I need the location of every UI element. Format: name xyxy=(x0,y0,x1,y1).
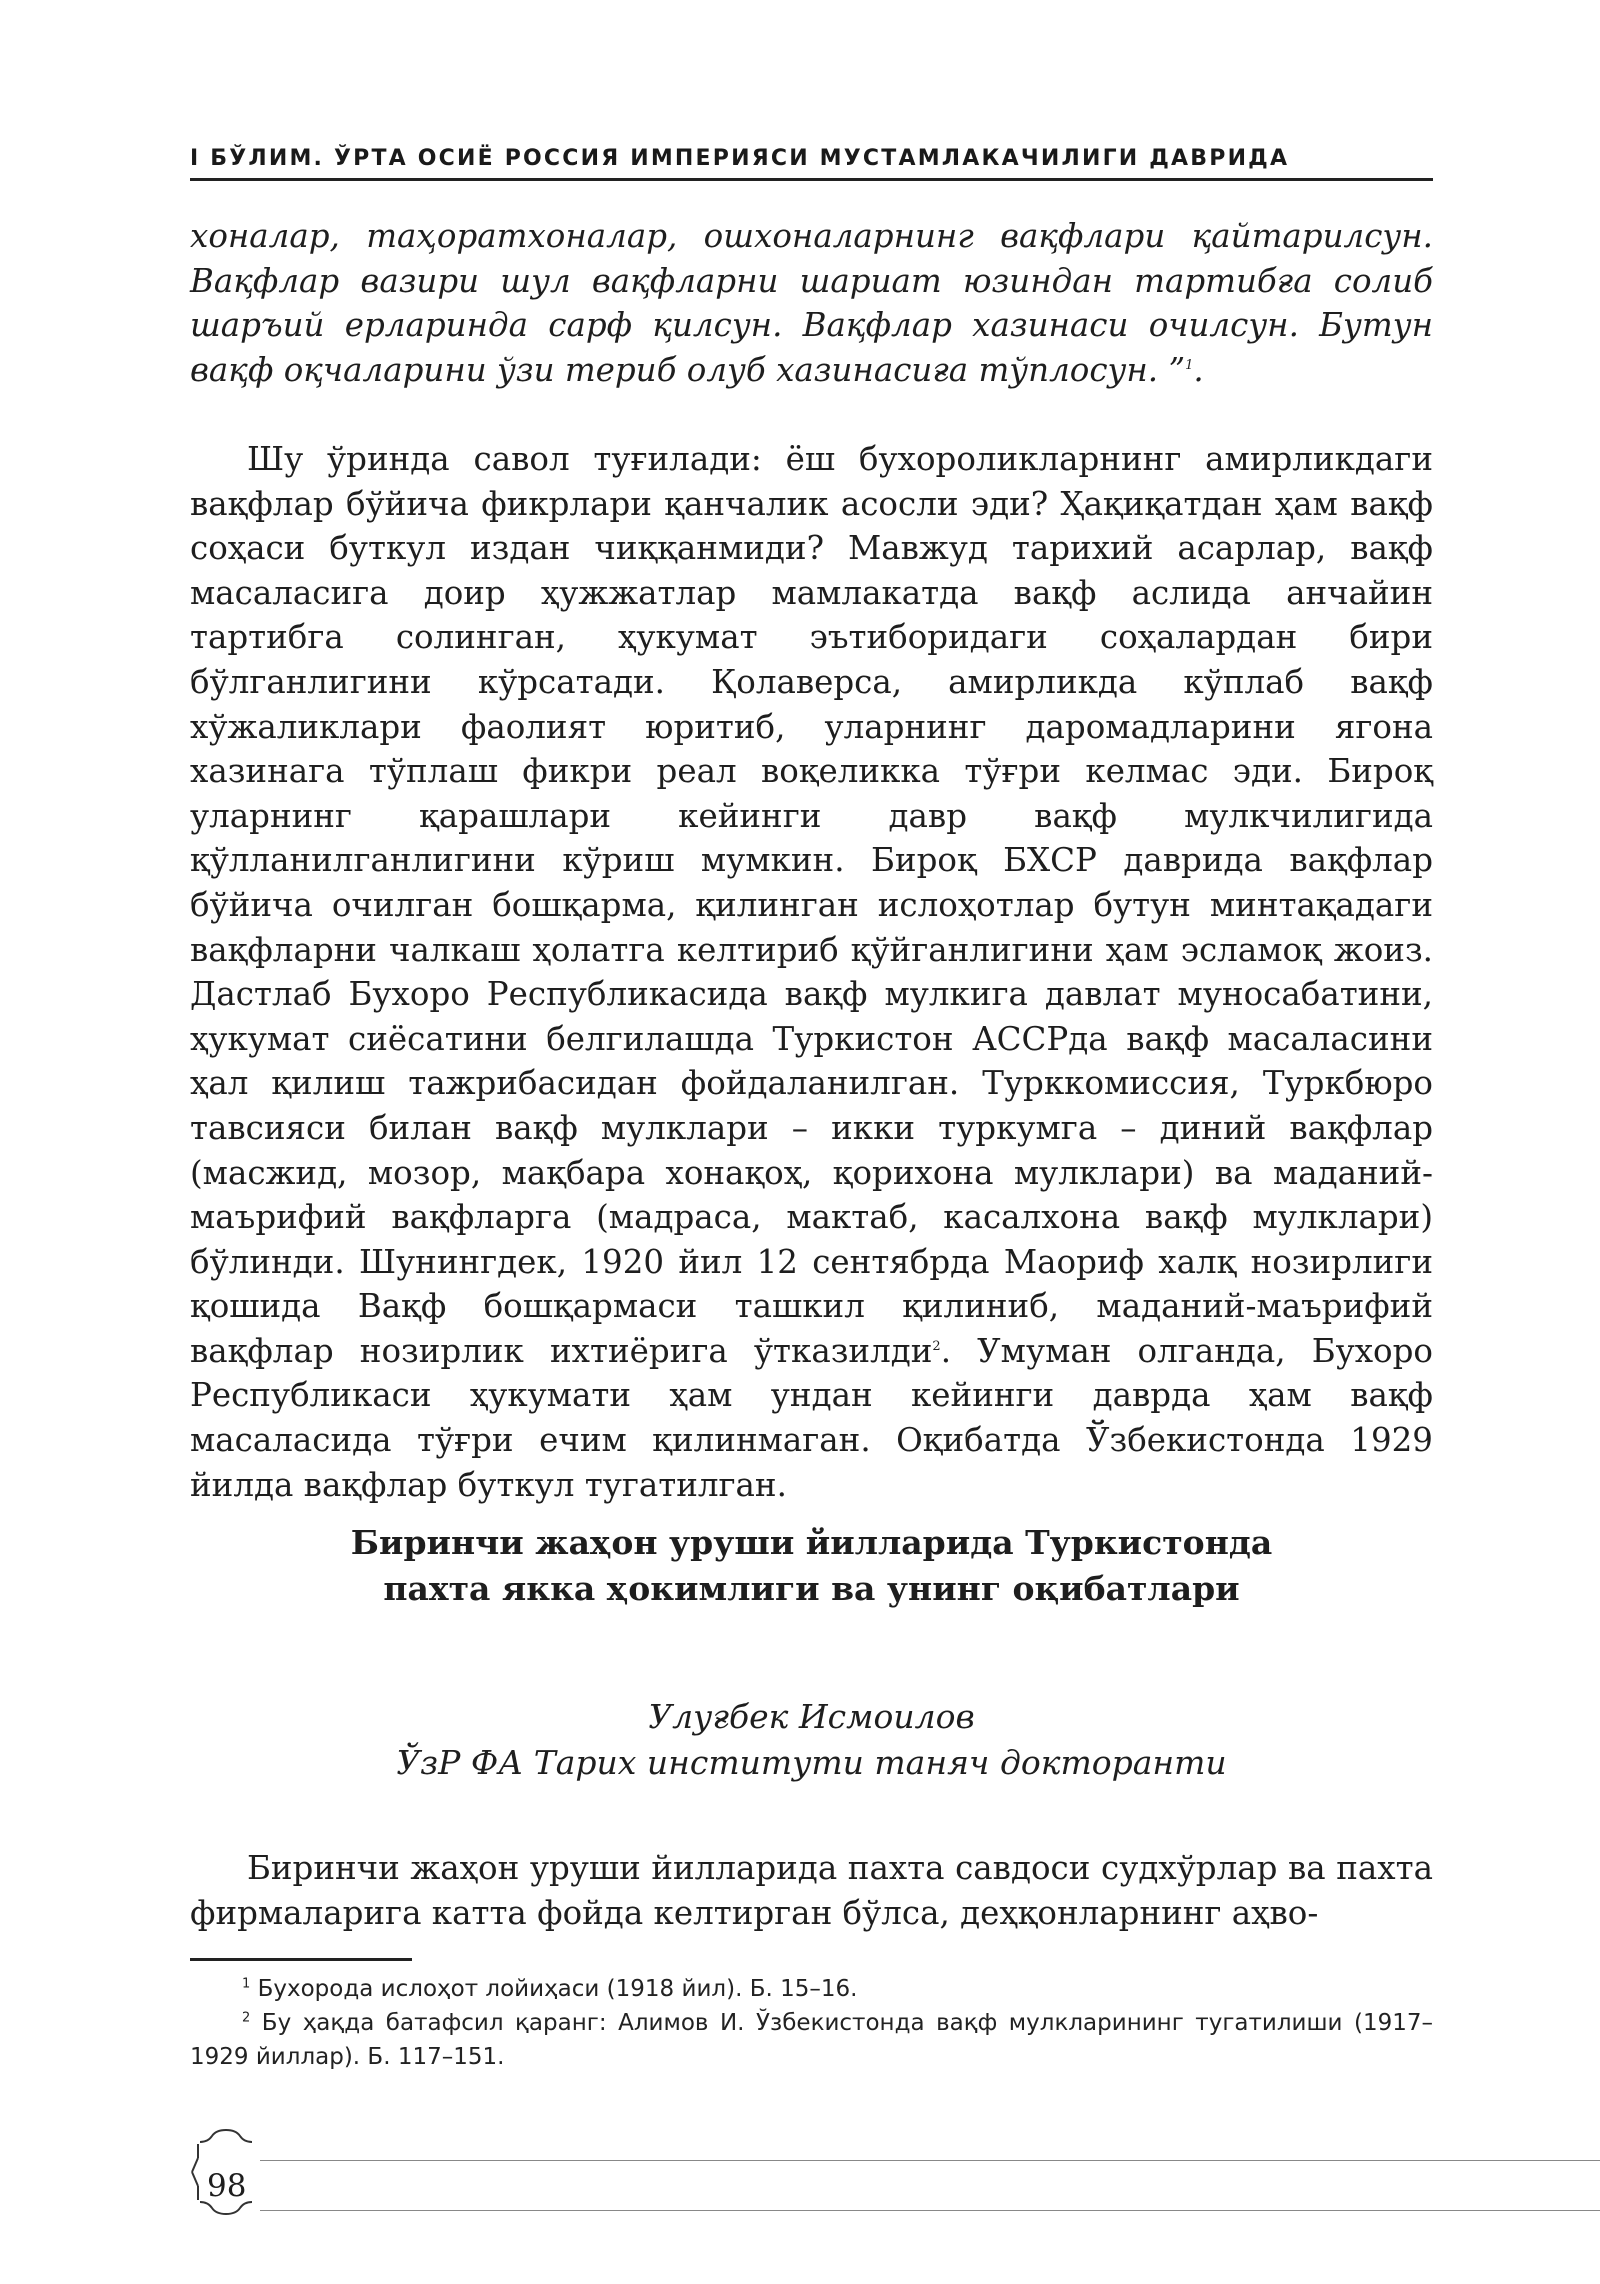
section-title-line-2: пахта якка ҳокимлиги ва унинг оқибатлари xyxy=(383,1569,1240,1608)
footnote-2-number: 2 xyxy=(242,2010,251,2026)
section-title-line-1: Биринчи жаҳон уруши йилларида Туркистонда xyxy=(350,1523,1273,1562)
paragraph-1-text-after: . Умуман олганда, Бухоро Республикаси ҳукумати ҳам ундан кейинги даврда ҳам вақф масаласида тўғри ечим қилинмаган. Оқибатда Ўзбекистонда 1929 йилда вақфлар буткул тугатилган. xyxy=(190,1331,1433,1504)
footer-rule-bottom xyxy=(260,2210,1600,2211)
footer-rule-top xyxy=(260,2160,1600,2161)
footnote-1-text: Бухорода ислоҳот лойиҳаси (1918 йил). Б. 15–16. xyxy=(257,1976,858,2002)
body-paragraph-1 xyxy=(190,437,1433,1507)
running-header: I БЎЛИМ. ЎРТА ОСИЁ РОССИЯ ИМПЕРИЯСИ МУСТАМЛАКАЧИЛИГИ ДАВРИДА xyxy=(190,146,1433,181)
footnote-ref-2[interactable]: 2 xyxy=(932,1339,941,1355)
author-affiliation: ЎзР ФА Тарих институти таняч докторанти xyxy=(396,1743,1227,1782)
paragraph-1-text-before: Шу ўринда савол туғилади: ёш бухороликларнинг амирликдаги вақфлар бўйича фикрлари қанчалик асосли эди? Ҳақиқатдан ҳам вақф соҳаси буткул издан чиққанмиди? Мавжуд тарихий асарлар, вақф масаласига доир ҳужжатлар мамлакатда вақф аслида анчайин тартибга солинган, ҳукумат эътиборидаги соҳалардан бири бўлганлигини кўрсатади. Қолаверса, амирликда кўплаб вақф хўжаликлари фаолият юритиб, уларнинг даромадларини ягона хазинага тўплаш фикри реал воқеликка тўғри келмас эди. Бироқ уларнинг қарашлари кейинги давр вақф мулкчилигида қўлланилганлигини кўриш мумкин. Бироқ БХСР даврида вақфлар бўйича очилган бошқарма, қилинган ислоҳотлар бутун минтақадаги вақфларни чалкаш ҳолатга келтириб қўйганлигини ҳам эсламоқ жоиз. Дастлаб Бухоро Республикасида вақф мулкига давлат муносабатини, ҳукумат сиёсатини белгилашда Туркистон АССРда вақф масаласини ҳал қилиш тажрибасидан фойдаланилган. Турккомиссия, Туркбюро тавсияси билан вақф мулклари – икки туркумга – диний вақфлар (масжид, мозор, мақбара хонақоҳ, қорихона мулклари) ва маданий-маърифий вақфларга (мадраса, мактаб, касалхона вақф мулклари) бўлинди. Шунингдек, 1920 йил 12 сентябрда Маориф халқ нозирлиги қошида Вақф бошқармаси ташкил қилиниб, маданий-маърифий вақфлар нозирлик ихтиёрига ўтказилди xyxy=(190,440,1433,1370)
footnote-ref-1[interactable]: 1 xyxy=(1185,357,1194,373)
footnote-divider xyxy=(190,1958,412,1961)
body-paragraph-2: Биринчи жаҳон уруши йилларида пахта савдоси судхўрлар ва пахта фирмаларига катта фойда келтирган бўлса, деҳқонларнинг аҳво- xyxy=(190,1849,1433,1932)
footnote-1 xyxy=(190,1972,1433,2006)
quote-tail: . xyxy=(1193,350,1204,389)
page-number: 98 xyxy=(207,2168,247,2204)
footnote-1-number: 1 xyxy=(242,1976,251,1992)
quote-paragraph xyxy=(190,214,1433,392)
quote-text: хоналар, таҳоратхоналар, ошхоналарнинг вақфлари қайтарилсун. Вақфлар вазири шул вақфларни шариат юзиндан тартибға солиб шаръий ерларинда сарф қилсун. Вақфлар хазинаси очилсун. Бутун вақф оқчаларини ўзи териб олуб хазинасиға тўплосун. ” xyxy=(190,217,1433,389)
footnote-2-text: Бу ҳақда батафсил қаранг: Алимов И. Ўзбекистонда вақф мулкларининг тугатилиши (1917–1929 йиллар). Б. 117–151. xyxy=(190,2010,1433,2070)
author-name: Улуғбек Исмоилов xyxy=(648,1697,975,1736)
footnote-2 xyxy=(190,2006,1433,2074)
section-heading xyxy=(190,1520,1433,1612)
author-block xyxy=(190,1694,1433,1786)
footnotes xyxy=(190,1972,1433,2074)
